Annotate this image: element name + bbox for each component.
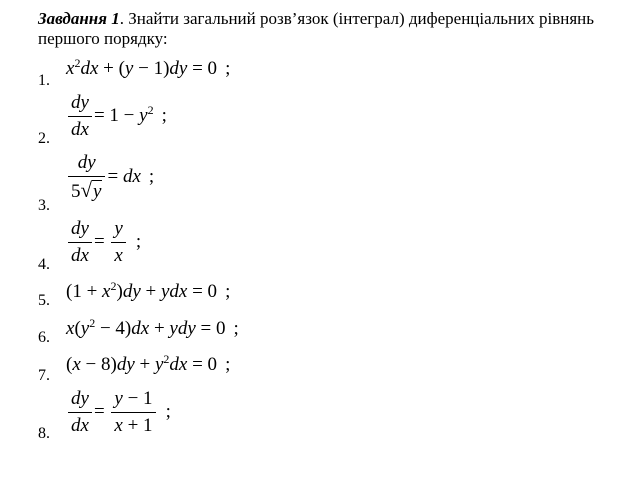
equation-4: $\frac{dy}{dx}$ = $\frac{y}{x}$ ;	[66, 218, 141, 267]
task-text: . Знайти загальний розв’язок (інтеграл) диференціальних рівнянь першого порядку:	[38, 9, 595, 48]
item-number-2: 2.	[38, 130, 50, 147]
equation-8: $\frac{dy}{dx}$ = $\frac{y - 1}{x + 1}$ ;	[66, 388, 171, 437]
equation-1: $x^2dx + (y - 1)dy = 0$ ;	[66, 56, 231, 79]
equation-2: $\frac{dy}{dx}$ = $1 - y^2$ ;	[66, 92, 167, 141]
equation-5: $(1 + x^2)dy$ + ydx = 0 ;	[66, 279, 231, 302]
task-label: Завдання 1	[38, 9, 120, 28]
equation-6: $x(y^2 - 4)dx$ + ydy = 0 ;	[66, 316, 239, 339]
item-number-3: 3.	[38, 197, 50, 214]
item-number-1: 1.	[38, 72, 50, 89]
equation-3: $\frac{dy}{5√y}$ = dx ;	[66, 152, 154, 203]
item-number-5: 5.	[38, 292, 50, 309]
item-number-6: 6.	[38, 329, 50, 346]
task-heading	[38, 9, 618, 49]
item-number-8: 8.	[38, 425, 50, 442]
equation-7: $(x - 8)dy + y^2dx = 0$ ;	[66, 352, 231, 375]
item-number-7: 7.	[38, 367, 50, 384]
item-number-4: 4.	[38, 256, 50, 273]
